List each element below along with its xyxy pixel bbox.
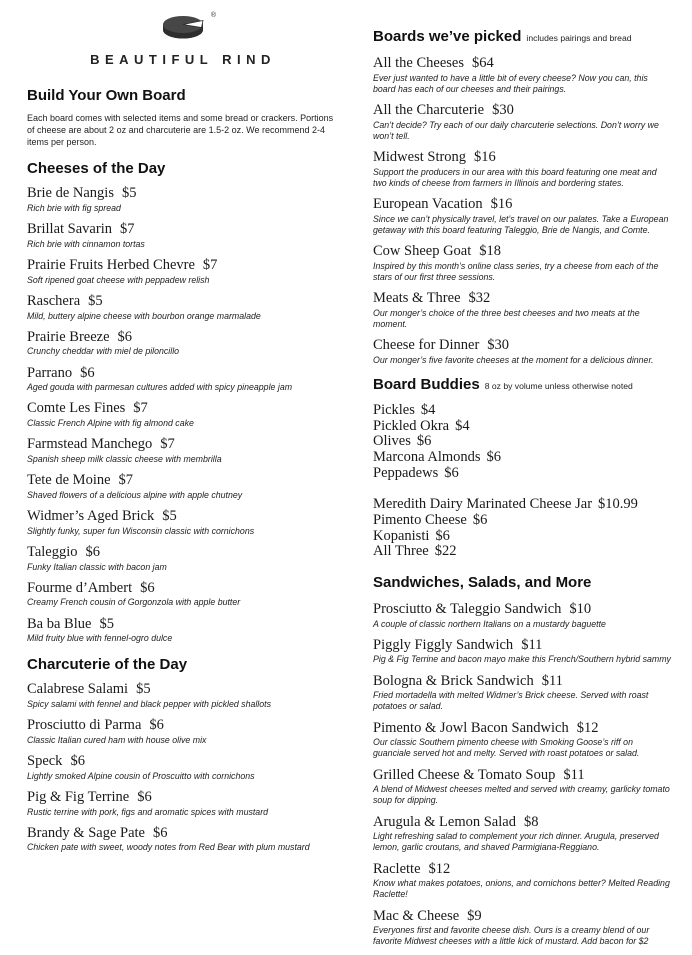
item-name: Raclette [373, 860, 421, 877]
item-description: Soft ripened goat cheese with peppadew relish [27, 274, 210, 285]
item-description: Spanish sheep milk classic cheese with membrilla [27, 454, 222, 464]
item-line [27, 329, 339, 346]
menu-item [373, 637, 671, 666]
menu-item [373, 767, 671, 807]
item-price: $5 [99, 615, 114, 632]
item-name: Fourme d’Ambert [27, 579, 133, 596]
item-price: $12 [428, 860, 451, 877]
menu-item [27, 616, 339, 645]
item-price: $7 [133, 400, 148, 417]
menu-item [27, 825, 339, 854]
item-name: Parrano [27, 364, 73, 381]
item-description: Classic Italian cured ham with house olive mix [27, 734, 207, 745]
item-description: Pig & Fig Terrine and bacon mayo make this French/Southern hybrid sammy [373, 654, 671, 665]
item-line [27, 544, 339, 561]
item-price: $64 [472, 55, 494, 71]
item-name: Pimento Cheese [373, 511, 467, 528]
buddy-item [373, 403, 671, 419]
item-name: All the Cheeses [373, 55, 465, 71]
brand-header [27, 12, 339, 75]
brand-name: BEAUTIFUL RIND [90, 52, 276, 67]
item-name: Pimento & Jowl Bacon Sandwich [373, 719, 569, 736]
item-line [27, 580, 339, 597]
item-line [373, 337, 671, 354]
item-price: $22 [434, 543, 457, 560]
board-buddies-heading-text: Board Buddies [373, 375, 480, 393]
item-description: A blend of Midwest cheeses melted and served with creamy, garlicky tomato soup for dipping. [373, 784, 670, 806]
item-name: Peppadews [373, 464, 439, 481]
menu-item [373, 673, 671, 713]
item-line [27, 257, 339, 274]
menu-item [373, 149, 671, 189]
item-description: Inspired by this month’s online class series, try a cheese from each of the stars of our first three sessions. [373, 260, 659, 282]
item-description: Rustic terrine with pork, figs and aromatic spices with mustard [27, 806, 269, 817]
item-price: $5 [162, 508, 177, 525]
item-name: Cheese for Dinner [373, 337, 480, 354]
item-price: $5 [121, 185, 137, 202]
item-price: $7 [202, 257, 218, 274]
boards-weve-picked-heading [373, 28, 671, 45]
item-name: Piggly Figgly Sandwich [373, 636, 514, 653]
menu-item [27, 717, 339, 746]
menu-item [373, 196, 671, 236]
item-name: Meredith Dairy Marinated Cheese Jar [373, 496, 593, 513]
item-line [373, 673, 671, 690]
item-description: Slightly funky, super fun Wisconsin classic with cornichons [27, 525, 255, 536]
item-line [373, 861, 671, 878]
item-name: Farmstead Manchego [27, 436, 153, 453]
menu-item [373, 861, 671, 901]
item-name: Grilled Cheese & Tomato Soup [373, 766, 556, 783]
item-description: Crunchy cheddar with miel de piloncillo [27, 346, 180, 357]
item-name: European Vacation [373, 196, 483, 213]
item-line [373, 196, 671, 213]
item-price: $6 [444, 464, 459, 481]
item-line [373, 720, 671, 737]
item-price: $6 [140, 579, 155, 596]
item-price: $9 [467, 907, 482, 924]
menu-item [27, 221, 339, 250]
item-name: All Three [373, 543, 429, 560]
menu-item [27, 681, 339, 710]
buddy-item [373, 529, 671, 545]
item-name: Bologna & Brick Sandwich [373, 672, 534, 689]
item-name: Arugula & Lemon Salad [373, 813, 516, 830]
item-price: $32 [468, 290, 491, 307]
item-line [27, 789, 339, 806]
item-name: Pickled Okra [373, 417, 450, 434]
item-description: A couple of classic northern Italians on a mustardy baguette [373, 618, 606, 629]
item-description: Our monger’s choice of the three best cheeses and two meats at the moment. [373, 307, 640, 329]
item-description: Ever just wanted to have a little bit of every cheese? Now you can, this board has each of our cheeses and their pairings. [373, 72, 648, 94]
item-line [27, 825, 339, 842]
item-line [373, 767, 671, 784]
item-description: Mild, buttery alpine cheese with bourbon orange marmalade [27, 310, 261, 321]
item-line [27, 400, 339, 417]
item-description: Shaved flowers of a delicious alpine with apple chutney [27, 489, 243, 500]
item-line [27, 185, 339, 202]
item-name: Meats & Three [373, 290, 461, 307]
buddy-item [373, 434, 671, 450]
item-price: $10 [569, 600, 592, 617]
boards-heading-text: Boards we’ve picked [373, 28, 522, 45]
item-price: $4 [455, 417, 470, 434]
item-description: Creamy French cousin of Gorgonzola with apple butter [27, 597, 241, 608]
item-price: $30 [492, 102, 514, 119]
item-price: $30 [487, 337, 510, 354]
item-description: Mild fruity blue with fennel-ogro dulce [27, 633, 173, 644]
item-name: Pickles [373, 401, 415, 418]
item-line [27, 365, 339, 382]
menu-item [27, 508, 339, 537]
menu-item [27, 329, 339, 358]
item-line [27, 472, 339, 489]
item-price: $7 [119, 221, 135, 238]
menu-item [27, 436, 339, 465]
item-description: Our classic Southern pimento cheese with Smoking Goose’s riff on guanciale served hot and melty. Served with roast potatoes or salad. [373, 737, 640, 759]
buddy-item [373, 419, 671, 435]
item-name: Marcona Almonds [373, 448, 481, 465]
item-price: $7 [118, 472, 134, 489]
menu-item [27, 472, 339, 501]
item-description: Since we can’t physically travel, let’s travel on our palates. Take a European getaway with this board featuring Taleggio, Brie de Nangis, and Comte. [373, 213, 669, 235]
item-name: Comte Les Fines [27, 400, 126, 417]
item-name: All the Charcuterie [373, 102, 485, 119]
cheese-wheel-icon [160, 12, 216, 40]
item-line [27, 436, 339, 453]
right-column [373, 12, 671, 955]
item-price: $6 [137, 788, 152, 805]
buddy-item [373, 450, 671, 466]
menu-item [373, 601, 671, 630]
item-name: Midwest Strong [373, 149, 467, 166]
item-line [373, 637, 671, 654]
boards-list [373, 55, 671, 366]
board-buddies-group-1 [373, 403, 671, 481]
item-description: Support the producers in our area with this board featuring one meat and two kinds of cheese from farmers in Illinois and bordering states. [373, 166, 657, 188]
item-name: Ba ba Blue [27, 615, 92, 632]
item-price: $10.99 [598, 496, 638, 513]
build-your-own-board-heading: Build Your Own Board [27, 87, 186, 104]
item-price: $4 [420, 401, 436, 418]
intro-text: Each board comes with selected items and some bread or crackers. Portions of cheese are about 2 oz and charcuterie are 1.5-2 oz. We recommend 2-4 items per person. [27, 113, 334, 148]
item-description: Chicken pate with sweet, woody notes from Red Bear with plum mustard [27, 842, 310, 853]
item-line [27, 616, 339, 633]
item-description: Classic French Alpine with fig almond cake [27, 418, 194, 429]
menu-item [373, 337, 671, 366]
item-description: Can’t decide? Try each of our daily charcuterie selections. Don’t worry we won’t tell. [373, 119, 659, 141]
item-line [27, 221, 339, 238]
item-line [373, 290, 671, 307]
item-description: Fried mortadella with melted Widmer’s Brick cheese. Served with roast potatoes or salad. [373, 690, 649, 712]
item-line [373, 102, 671, 119]
item-price: $6 [70, 753, 85, 770]
item-price: $5 [88, 292, 103, 309]
item-name: Olives [373, 433, 411, 450]
item-price: $6 [472, 511, 488, 528]
item-description: Light refreshing salad to complement your rich dinner. Arugula, preserved lemon, garlic croutans, and shaved Parmigiana-Reggiano. [373, 831, 659, 853]
item-line [373, 601, 671, 618]
menu-item [27, 400, 339, 429]
item-line [373, 149, 671, 166]
item-name: Prairie Breeze [27, 328, 110, 345]
sandwiches-salads-heading: Sandwiches, Salads, and More [373, 573, 592, 591]
item-price: $6 [486, 448, 502, 465]
item-description: Know what makes potatoes, onions, and cornichons better? Melted Reading Raclette! [373, 878, 670, 900]
item-line [27, 508, 339, 525]
item-description: Rich brie with fig spread [27, 203, 121, 214]
item-name: Mac & Cheese [373, 907, 460, 924]
item-price: $8 [523, 813, 539, 830]
item-price: $5 [136, 681, 151, 698]
item-price: $6 [85, 543, 101, 560]
item-price: $11 [521, 636, 543, 653]
menu-item [373, 908, 671, 948]
menu-item [27, 293, 339, 322]
boards-heading-note: includes pairings and bread [526, 33, 632, 43]
registered-mark: ® [210, 12, 216, 19]
menu-item [27, 365, 339, 394]
item-name: Pig & Fig Terrine [27, 788, 130, 805]
item-price: $6 [117, 328, 133, 345]
menu-item [27, 544, 339, 573]
item-price: $12 [576, 719, 599, 736]
item-description: Everyones first and favorite cheese dish. Ours is a creamy blend of our favorite Midwest cheeses with a little kick of mustard. Add bacon for $2 [373, 925, 650, 947]
item-price: $6 [416, 433, 432, 450]
item-line [373, 55, 671, 72]
item-price: $6 [435, 527, 450, 544]
item-price: $7 [160, 436, 175, 453]
item-line [27, 293, 339, 310]
item-price: $18 [479, 243, 502, 260]
item-price: $6 [149, 717, 164, 734]
charcuterie-list [27, 681, 339, 853]
item-price: $6 [153, 824, 168, 841]
menu-item [27, 185, 339, 214]
item-description: Funky Italian classic with bacon jam [27, 561, 167, 572]
item-line [27, 717, 339, 734]
item-name: Calabrese Salami [27, 681, 129, 698]
item-name: Cow Sheep Goat [373, 243, 472, 260]
menu-item [27, 580, 339, 609]
buddy-item [373, 497, 671, 513]
item-name: Prosciutto & Taleggio Sandwich [373, 600, 562, 617]
buddy-item [373, 513, 671, 529]
item-description: Aged gouda with parmesan cultures added with spicy pineapple jam [27, 382, 293, 393]
item-name: Taleggio [27, 543, 78, 560]
menu-item [27, 753, 339, 782]
menu-item [373, 720, 671, 760]
charcuterie-of-the-day-heading: Charcuterie of the Day [27, 656, 188, 674]
item-price: $11 [541, 672, 563, 689]
item-price: $16 [474, 149, 496, 166]
item-name: Prairie Fruits Herbed Chevre [27, 257, 195, 274]
item-line [27, 753, 339, 770]
item-description: Our monger’s five favorite cheeses at the moment for a delicious dinner. [373, 354, 654, 365]
item-line [373, 243, 671, 260]
item-line [27, 681, 339, 698]
menu-item [373, 243, 671, 283]
buddy-item [373, 466, 671, 482]
item-price: $11 [563, 766, 585, 783]
item-name: Raschera [27, 292, 81, 309]
board-buddies-note: 8 oz by volume unless otherwise noted [484, 380, 633, 391]
item-name: Prosciutto di Parma [27, 717, 142, 734]
menu-item [27, 257, 339, 286]
item-description: Lightly smoked Alpine cousin of Proscuitto with cornichons [27, 770, 255, 781]
menu-item [27, 789, 339, 818]
cheeses-of-the-day-heading: Cheeses of the Day [27, 160, 166, 178]
item-name: Speck [27, 753, 63, 770]
item-name: Kopanisti [373, 527, 430, 544]
menu-item [373, 814, 671, 854]
board-buddies-heading [373, 376, 671, 393]
item-name: Tete de Moine [27, 472, 111, 489]
menu-item [373, 290, 671, 330]
item-price: $16 [490, 196, 513, 213]
item-line [373, 814, 671, 831]
board-buddies-group-2 [373, 497, 671, 560]
item-name: Brie de Nangis [27, 185, 114, 202]
menu-item [373, 102, 671, 142]
buddy-item [373, 544, 671, 560]
item-name: Brillat Savarin [27, 221, 112, 238]
item-price: $6 [80, 364, 95, 381]
item-description: Rich brie with cinnamon tortas [27, 238, 145, 249]
item-line [373, 908, 671, 925]
left-column [27, 12, 339, 955]
item-name: Brandy & Sage Pate [27, 824, 145, 841]
item-name: Widmer’s Aged Brick [27, 508, 155, 525]
item-description: Spicy salami with fennel and black pepper with pickled shallots [27, 699, 271, 710]
menu-item [373, 55, 671, 95]
cheese-list [27, 185, 339, 644]
